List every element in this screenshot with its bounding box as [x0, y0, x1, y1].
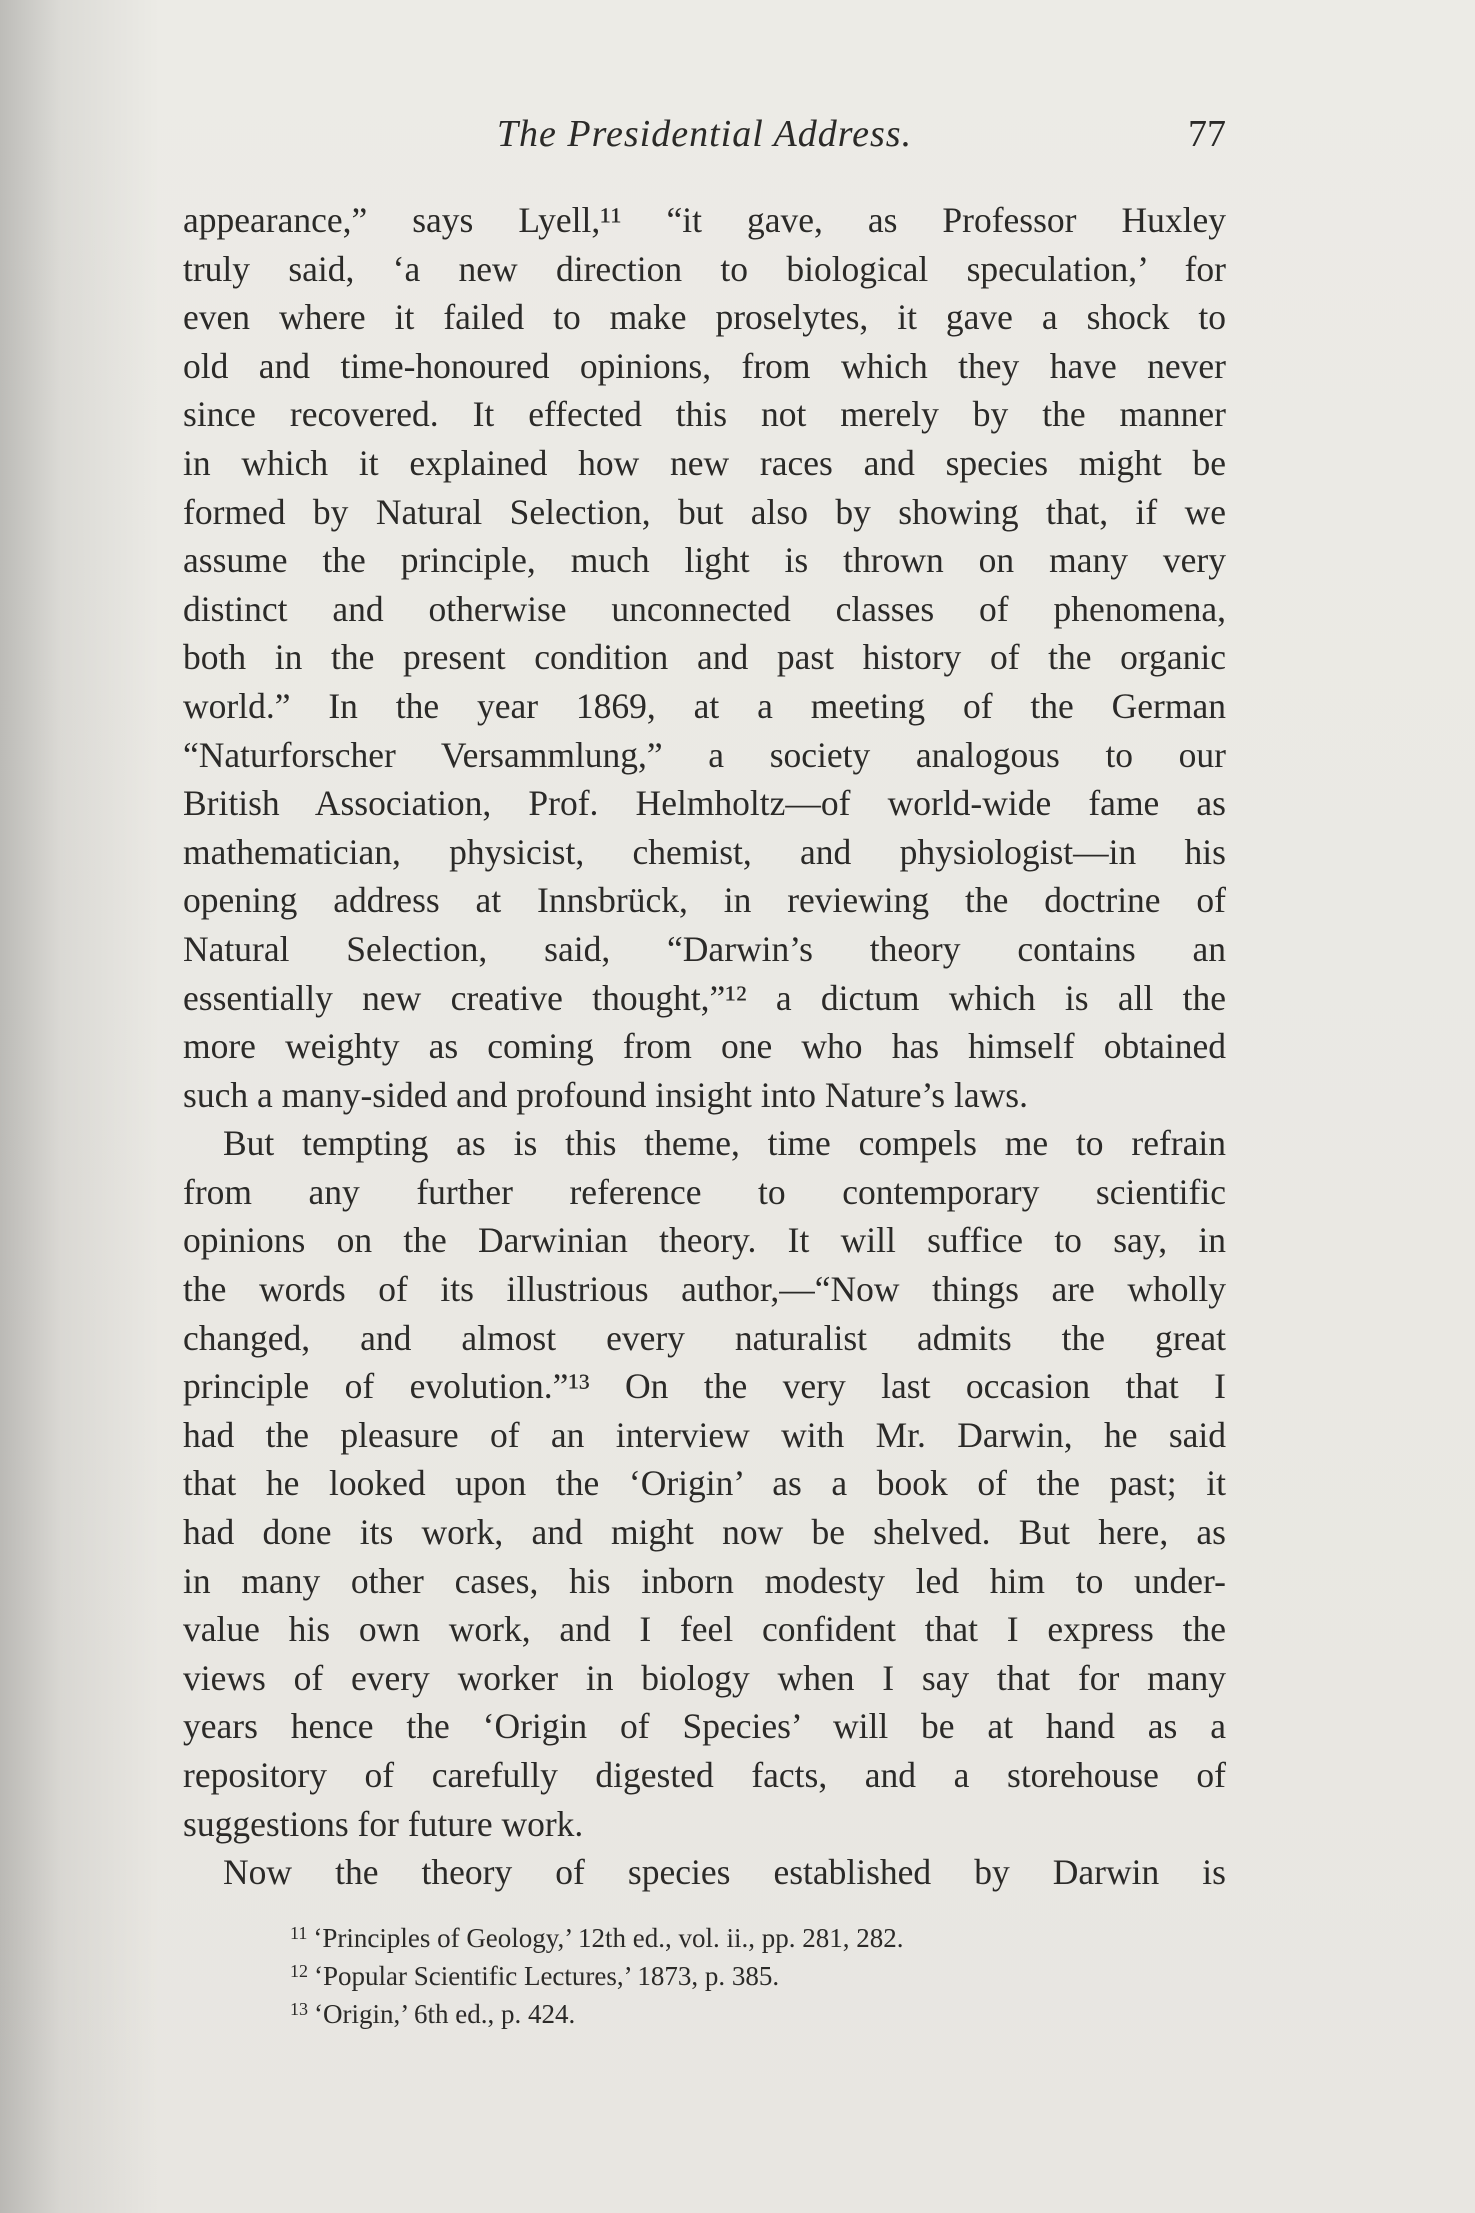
footnote-text: ‘Popular Scientific Lectures,’ 1873, p. 385.	[314, 1961, 780, 1991]
text-line: both in the present condition and past history of the organic	[183, 637, 1226, 678]
page-number: 77	[1188, 113, 1226, 155]
footnote	[290, 1914, 1190, 1952]
text-line: old and time-honoured opinions, from which they have never	[183, 345, 1226, 386]
text-line: views of every worker in biology when I say that for many	[183, 1657, 1226, 1698]
text-line: Now the theory of species established by Darwin is	[223, 1852, 1226, 1893]
footnote-marker: 13	[290, 1999, 308, 2019]
text-line: the words of its illustrious author,—“Now things are wholly	[183, 1269, 1226, 1310]
text-line: such a many-sided and profound insight into Nature’s laws.	[183, 1074, 1028, 1115]
text-line: truly said, ‘a new direction to biological speculation,’ for	[183, 248, 1226, 289]
text-line: years hence the ‘Origin of Species’ will be at hand as a	[183, 1706, 1226, 1747]
text-line: opinions on the Darwinian theory. It will suffice to say, in	[183, 1220, 1226, 1261]
footnote-text: ‘Origin,’ 6th ed., p. 424.	[314, 1999, 576, 2029]
text-line: distinct and otherwise unconnected classes of phenomena,	[183, 588, 1226, 629]
text-line: had done its work, and might now be shelved. But here, as	[183, 1512, 1226, 1553]
running-title: The Presidential Address.	[496, 113, 913, 155]
text-line: world.” In the year 1869, at a meeting of the German	[183, 685, 1226, 726]
text-line: in many other cases, his inborn modesty led him to under-	[183, 1560, 1226, 1601]
footnote	[290, 1952, 1190, 1990]
text-line: in which it explained how new races and species might be	[183, 442, 1226, 483]
text-line: “Naturforscher Versammlung,” a society analogous to our	[183, 734, 1226, 775]
footnote-marker: 11	[290, 1923, 308, 1943]
text-line: value his own work, and I feel confident that I express the	[183, 1609, 1226, 1650]
body-text	[183, 196, 1226, 1897]
text-line: formed by Natural Selection, but also by showing that, if we	[183, 491, 1226, 532]
text-line: appearance,” says Lyell,¹¹ “it gave, as Professor Huxley	[183, 200, 1226, 240]
text-line: suggestions for future work.	[183, 1803, 584, 1844]
text-line: Natural Selection, said, “Darwin’s theory contains an	[183, 928, 1226, 969]
footnote-text: ‘Principles of Geology,’ 12th ed., vol. ii., pp. 281, 282.	[313, 1923, 904, 1953]
running-head	[183, 112, 1226, 162]
text-line: mathematician, physicist, chemist, and physiologist—in his	[183, 831, 1226, 872]
text-line: since recovered. It effected this not merely by the manner	[183, 394, 1226, 435]
text-line: But tempting as is this theme, time compels me to refrain	[223, 1123, 1226, 1164]
text-line: British Association, Prof. Helmholtz—of world-wide fame as	[183, 783, 1226, 824]
text-line: assume the principle, much light is thrown on many very	[183, 540, 1226, 581]
text-line: changed, and almost every naturalist admits the great	[183, 1317, 1226, 1358]
footnote	[290, 1990, 1190, 2028]
text-line: more weighty as coming from one who has himself obtained	[183, 1026, 1226, 1067]
text-line: from any further reference to contemporary scientific	[183, 1171, 1226, 1212]
text-line: essentially new creative thought,”¹² a dictum which is all the	[183, 977, 1226, 1018]
text-line: that he looked upon the ‘Origin’ as a book of the past; it	[183, 1463, 1226, 1504]
footnotes	[290, 1914, 1190, 2028]
text-line: repository of carefully digested facts, and a storehouse of	[183, 1755, 1226, 1795]
text-line: had the pleasure of an interview with Mr. Darwin, he said	[183, 1414, 1226, 1455]
text-line: opening address at Innsbrück, in reviewing the doctrine of	[183, 880, 1226, 921]
footnote-marker: 12	[290, 1961, 308, 1981]
text-line: even where it failed to make proselytes, it gave a shock to	[183, 297, 1226, 338]
text-line: principle of evolution.”¹³ On the very last occasion that I	[183, 1366, 1226, 1407]
